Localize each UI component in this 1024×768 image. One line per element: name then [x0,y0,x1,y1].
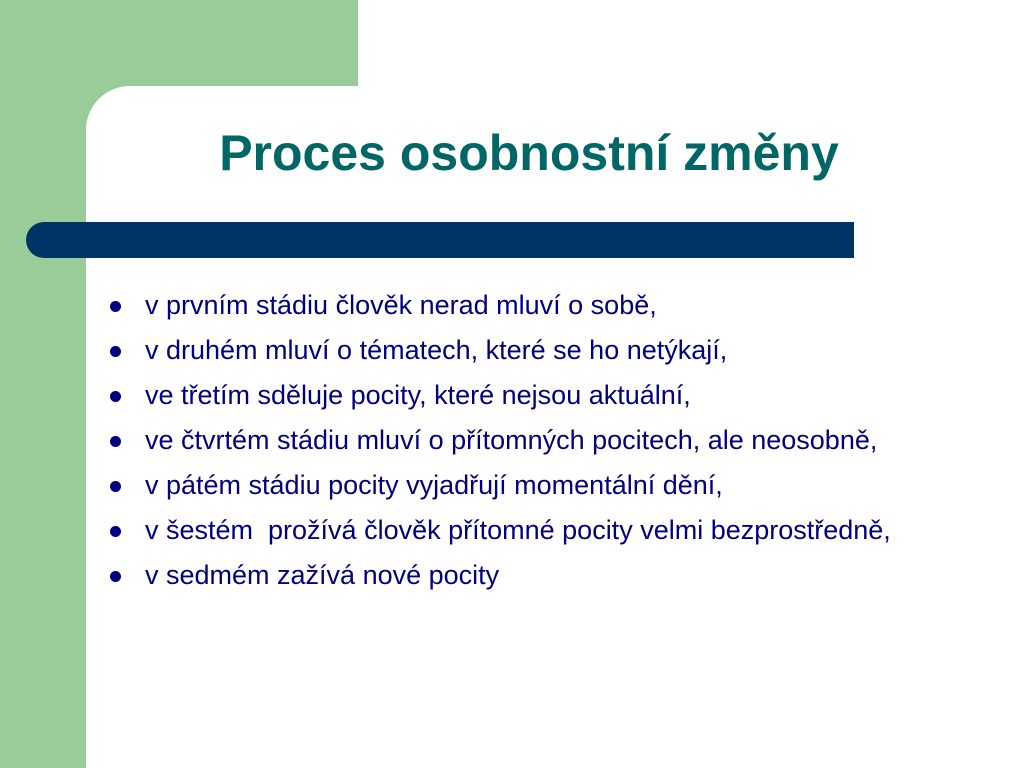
bullet-dot-icon [110,436,121,447]
bullet-item [104,288,924,322]
bullet-text: v sedmém zažívá nové pocity [145,560,500,590]
bullet-dot-icon [110,391,121,402]
bullet-item [104,378,924,412]
bullet-dot-icon [110,346,121,357]
title-underline-bar [26,222,854,258]
bullet-dot-icon [110,481,121,492]
bullet-item [104,513,924,547]
bullet-text: v druhém mluví o tématech, které se ho netýkají, [145,335,728,365]
bullet-item [104,423,924,457]
bullet-text: v pátém stádiu pocity vyjadřují momentální dění, [145,470,723,500]
bullet-dot-icon [110,526,121,537]
bullet-item [104,558,924,592]
bullet-item [104,333,924,367]
slide-title: Proces osobnostní změny [219,125,839,181]
bullet-text: ve čtvrtém stádiu mluví o přítomných pocitech, ale neosobně, [145,425,878,455]
bullet-list [104,288,924,603]
bullet-dot-icon [110,301,121,312]
bullet-text: ve třetím sděluje pocity, které nejsou aktuální, [145,380,691,410]
bullet-dot-icon [110,571,121,582]
bullet-text: v prvním stádiu člověk nerad mluví o sobě, [145,290,657,320]
bullet-item [104,468,924,502]
bullet-text: v šestém prožívá člověk přítomné pocity velmi bezprostředně, [145,515,891,545]
